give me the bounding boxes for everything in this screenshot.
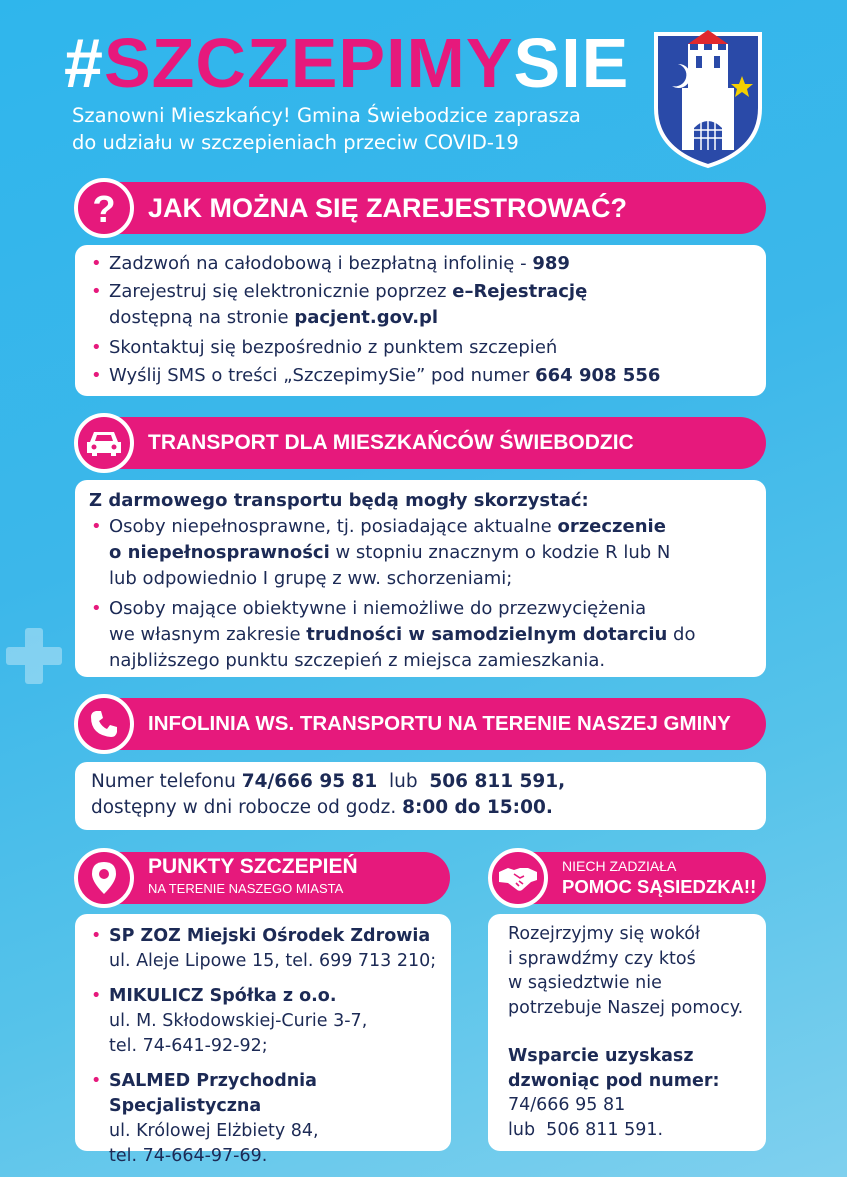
list-item: • Wyślij SMS o treści „SzczepimySie” pod numer 664 908 556 <box>89 363 750 389</box>
neighbor-phone: 74/666 95 81 <box>508 1095 626 1115</box>
campaign-hashtag: #SZCZEPIMYSIE <box>64 24 630 102</box>
list-item: • SALMED Przychodnia Specjalistyczna ul. Królowej Elżbiety 84, tel. 74-664-97-69. <box>89 1069 443 1169</box>
list-item: • Osoby niepełnosprawne, tj. posiadające aktualne orzeczenie o niepełnosprawności w stopniu znacznym o kodzie R lub N lub odpowiednio I grupę z ww. schorzeniami; <box>89 514 750 592</box>
list-item: • SP ZOZ Miejski Ośrodek Zdrowia ul. Aleje Lipowe 15, tel. 699 713 210; <box>89 924 443 974</box>
neighbor-help-card <box>488 914 766 1151</box>
vaccination-points-card <box>75 914 451 1166</box>
list-item: • Osoby mające obiektywne i niemożliwe do przezwyciężenia we własnym zakresie trudności w samodzielnym dotarciu do najbliższego punktu szczepień z miejsca zamieszkania. <box>89 596 750 674</box>
section-bar-transport <box>74 417 766 469</box>
question-icon <box>74 178 134 238</box>
hotline-line-2: dostępny w dni robocze od godz. 8:00 do 15:00. <box>91 797 553 818</box>
neighbor-phone: lub 506 811 591. <box>508 1119 664 1140</box>
phone-icon <box>74 694 134 754</box>
section-bar-neighbor-help <box>488 852 766 904</box>
section-title-registration: JAK MOŻNA SIĘ ZAREJESTROWAĆ? <box>148 193 628 223</box>
section-title-vaccination-points: PUNKTY SZCZEPIEŃ NA TERENIE NASZEGO MIASTA <box>148 855 358 896</box>
handshake-icon <box>488 848 548 908</box>
section-bar-hotline <box>74 698 766 750</box>
car-icon <box>74 413 134 473</box>
section-bar-registration <box>74 182 766 234</box>
municipality-crest-icon <box>652 30 764 170</box>
list-item: • Skontaktuj się bezpośrednio z punktem szczepień <box>89 335 750 361</box>
neighbor-text-line: Rozejrzyjmy się wokół <box>508 924 700 944</box>
section-bar-vaccination-points <box>74 852 450 904</box>
list-item: • Zarejestruj się elektronicznie poprzez e–Rejestrację dostępną na stronie pacjent.gov.pl <box>89 279 750 331</box>
neighbor-text-line: i sprawdźmy czy ktoś <box>508 948 696 969</box>
neighbor-text-line: potrzebuje Naszej pomocy. <box>508 997 744 1018</box>
transport-intro: Z darmowego transportu będą mogły skorzystać: <box>89 490 589 511</box>
intro-text: Szanowni Mieszkańcy! Gmina Świebodzice zaprasza do udziału w szczepieniach przeciw COVID-19 <box>72 104 581 154</box>
list-item: • MIKULICZ Spółka z o.o. ul. M. Skłodowskiej-Curie 3-7, tel. 74-641-92-92; <box>89 984 443 1059</box>
section-title-transport: TRANSPORT DLA MIESZKAŃCÓW ŚWIEBODZIC <box>148 431 634 454</box>
list-item: • Zadzwoń na całodobową i bezpłatną infolinię - 989 <box>89 251 750 277</box>
hotline-line-1: Numer telefonu 74/666 95 81 lub 506 811 591, <box>91 771 566 792</box>
svg-text:?: ? <box>92 189 116 228</box>
section-title-neighbor-help: NIECH ZADZIAŁA POMOC SĄSIEDZKA!! <box>562 858 757 897</box>
neighbor-support-label: dzwoniąc pod numer: <box>508 1070 720 1091</box>
location-pin-icon <box>74 848 134 908</box>
hotline-card <box>75 762 766 830</box>
transport-card <box>75 480 766 677</box>
neighbor-support-label: Wsparcie uzyskasz <box>508 1046 694 1066</box>
background-plus-decoration <box>6 628 62 684</box>
section-title-hotline: INFOLINIA WS. TRANSPORTU NA TERENIE NASZEJ GMINY <box>148 712 731 735</box>
registration-card <box>75 245 766 396</box>
neighbor-text-line: w sąsiedztwie nie <box>508 973 662 993</box>
